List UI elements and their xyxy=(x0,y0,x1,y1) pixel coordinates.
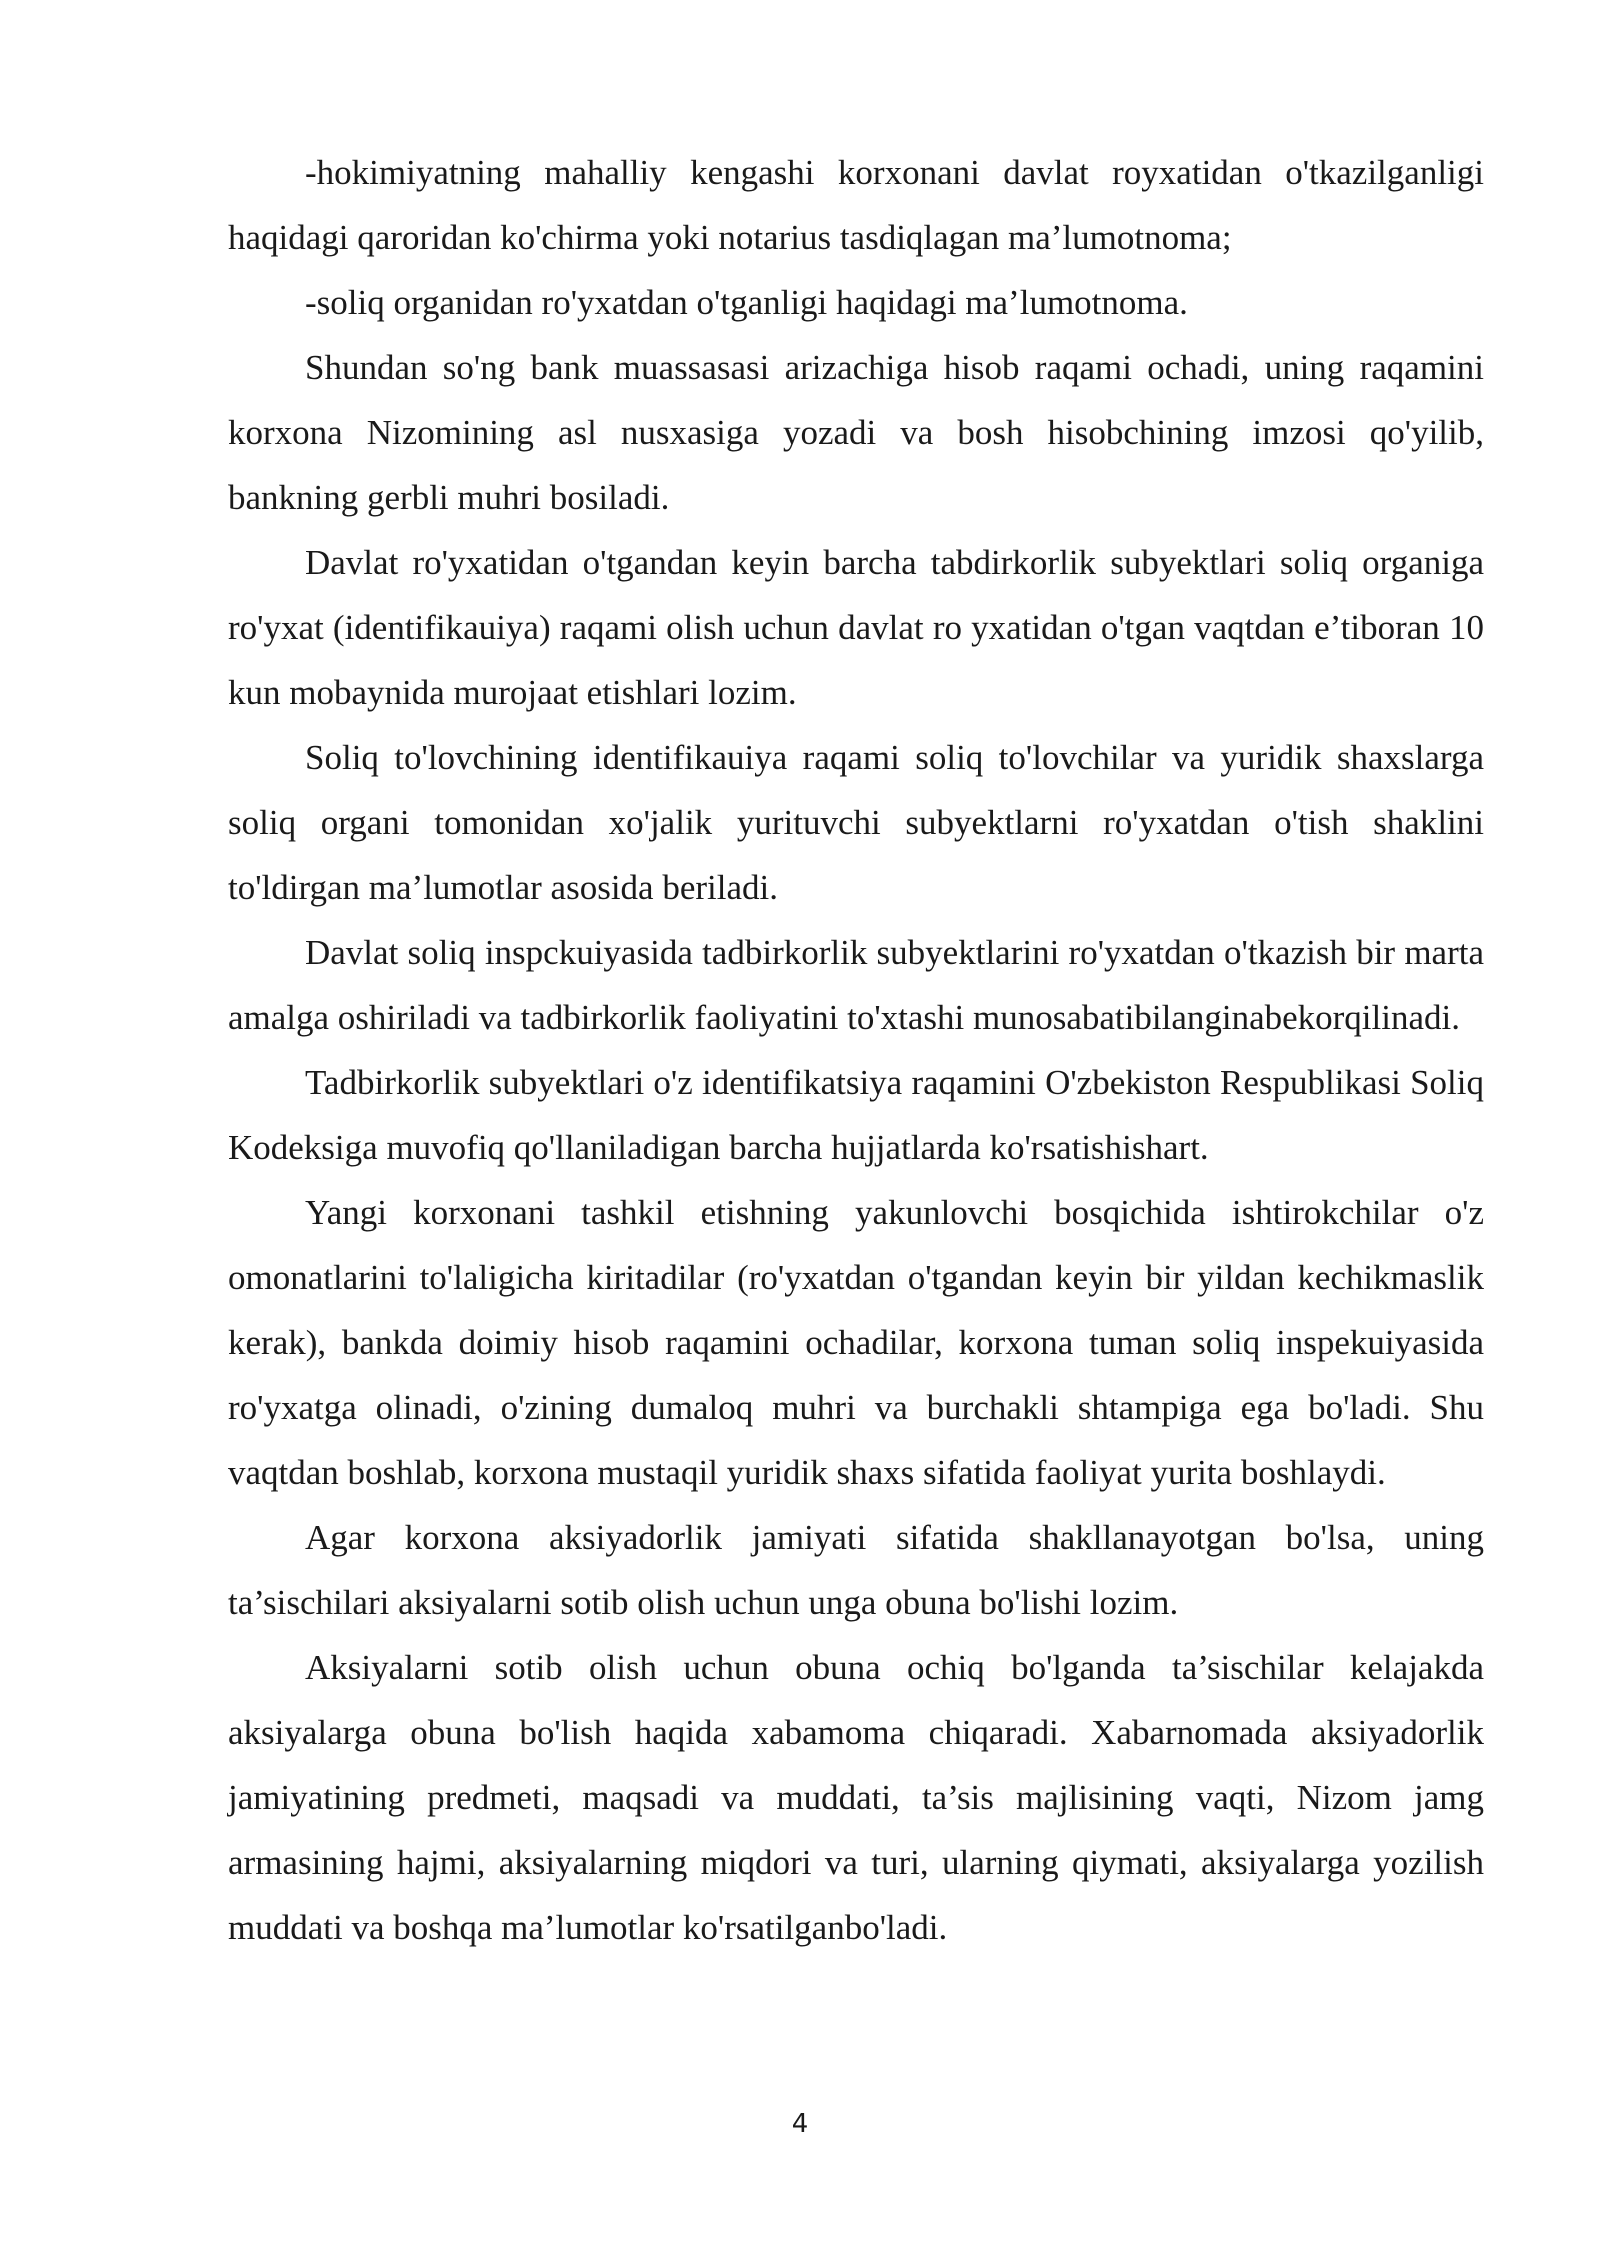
paragraph: -hokimiyatning mahalliy kengashi korxonani davlat royxatidan o'tkazilganligi haqidagi qaroridan ko'chirma yoki notarius tasdiqlagan ma’lumotnoma; xyxy=(228,153,1484,257)
paragraph: -soliq organidan ro'yxatdan o'tganligi haqidagi ma’lumotnoma. xyxy=(305,283,1188,322)
page-number: 4 xyxy=(791,2109,809,2139)
paragraph: Soliq to'lovchining identifikauiya raqami soliq to'lovchilar va yuridik shaxslarga soliq organi tomonidan xo'jalik yurituvchi subyektlarni ro'yxatdan o'tish shaklini to'ldirgan ma’lumotlar asosida beriladi. xyxy=(228,738,1484,907)
document-body xyxy=(228,140,1484,1960)
paragraph: Yangi korxonani tashkil etishning yakunlovchi bosqichida ishtirokchilar o'z omonatlarini to'laligicha kiritadilar (ro'yxatdan o'tgandan keyin bir yildan kechikmaslik kerak), bankda doimiy hisob raqamini ochadilar, korxona tuman soliq inspekuiyasida ro'yxatga olinadi, o'zining dumaloq muhri va burchakli shtampiga ega bo'ladi. Shu vaqtdan boshlab, korxona mustaqil yuridik shaxs sifatida faoliyat yurita boshlaydi. xyxy=(228,1193,1484,1492)
paragraph: Davlat ro'yxatidan o'tgandan keyin barcha tabdirkorlik subyektlari soliq organiga ro'yxat (identifikauiya) raqami olish uchun davlat ro yxatidan o'tgan vaqtdan e’tiboran 10 kun mobaynida murojaat etishlari lozim. xyxy=(228,543,1484,712)
paragraph: Shundan so'ng bank muassasasi arizachiga hisob raqami ochadi, uning raqamini korxona Nizomining asl nusxasiga yozadi va bosh hisobchining imzosi qo'yilib, bankning gerbli muhri bosiladi. xyxy=(228,348,1484,517)
paragraph: Agar korxona aksiyadorlik jamiyati sifatida shakllanayotgan bo'lsa, uning ta’sischilari aksiyalarni sotib olish uchun unga obuna bo'lishi lozim. xyxy=(228,1518,1484,1622)
paragraph: Aksiyalarni sotib olish uchun obuna ochiq bo'lganda ta’sischilar kelajakda aksiyalarga obuna bo'lish haqida xabamoma chiqaradi. Xabarnomada aksiyadorlik jamiyatining predmeti, maqsadi va muddati, ta’sis majlisining vaqti, Nizom jamg armasining hajmi, aksiyalarning miqdori va turi, ularning qiymati, aksiyalarga yozilish muddati va boshqa ma’lumotlar ko'rsatilganbo'ladi. xyxy=(228,1648,1484,1947)
paragraph: Davlat soliq inspckuiyasida tadbirkorlik subyektlarini ro'yxatdan o'tkazish bir marta amalga oshiriladi va tadbirkorlik faoliyatini to'xtashi munosabatibilanginabekorqilinadi. xyxy=(228,933,1484,1037)
paragraph: Tadbirkorlik subyektlari o'z identifikatsiya raqamini O'zbekiston Respublikasi Soliq Kodeksiga muvofiq qo'llaniladigan barcha hujjatlarda ko'rsatishishart. xyxy=(228,1063,1484,1167)
